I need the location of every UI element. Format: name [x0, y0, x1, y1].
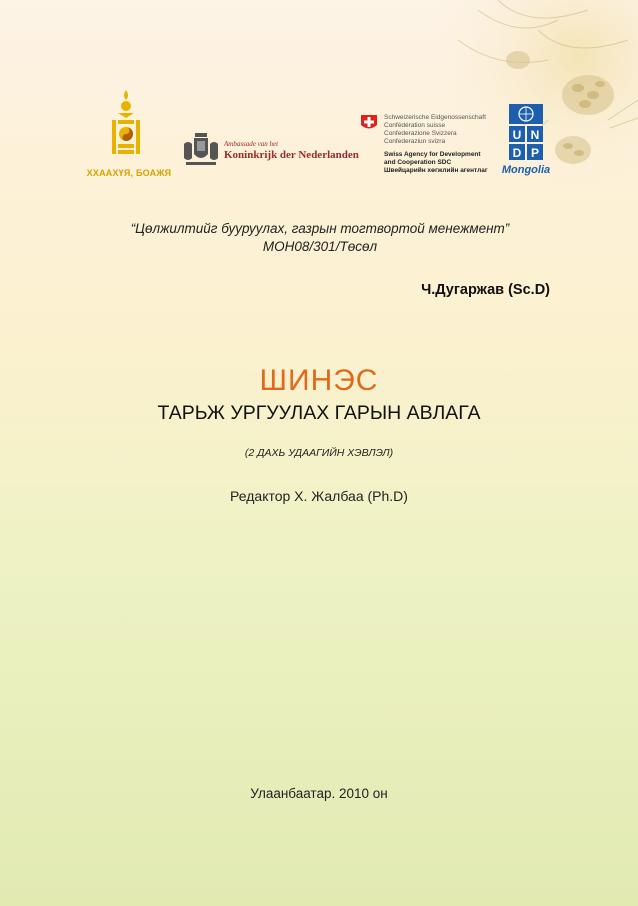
swiss-sdc-text	[384, 114, 504, 175]
undp-letter: P	[530, 146, 540, 160]
swiss-agency-mongolian: Швейцарийн хөгжлийн агентлаг	[384, 167, 488, 174]
swiss-flag-icon	[360, 114, 378, 132]
soyombo-emblem-icon	[108, 88, 144, 162]
undp-letter: U	[512, 128, 522, 142]
netherlands-embassy-small: Ambassade van het	[224, 140, 279, 148]
netherlands-coat-of-arms-icon	[180, 132, 222, 166]
swiss-line: Confederazione Svizzera	[384, 130, 457, 137]
book-title: ШИНЭС	[259, 364, 379, 397]
swiss-line: Confédération suisse	[384, 122, 446, 129]
swiss-agency-line: and Cooperation SDC	[384, 159, 452, 166]
project-code: МОН08/301/Төсөл	[262, 239, 378, 254]
mongolia-ministries-label: ХХААХҮЯ, БОАЖЯ	[86, 168, 172, 178]
project-title: “Цөлжилтийг бууруулах, газрын тогтвортой менежмент”	[130, 221, 510, 236]
swiss-line: Confederaziun svizra	[384, 138, 446, 145]
undp-mongolia-label: Mongolia	[501, 164, 551, 176]
place-and-year: Улаанбаатар. 2010 он	[250, 786, 388, 801]
undp-letter: D	[512, 146, 522, 160]
author-name: Ч.Дугаржав (Sc.D)	[421, 282, 550, 298]
book-subtitle: ТАРЬЖ УРГУУЛАХ ГАРЫН АВЛАГА	[157, 402, 481, 424]
undp-letter: N	[530, 128, 540, 142]
edition-note: (2 ДАХЬ УДААГИЙН ХЭВЛЭЛ)	[244, 447, 394, 459]
netherlands-embassy-big: Koninkrijk der Nederlanden	[224, 149, 359, 161]
swiss-line: Schweizerische Eidgenossenschaft	[384, 114, 486, 121]
netherlands-embassy-name	[224, 140, 364, 161]
swiss-agency-line: Swiss Agency for Development	[384, 151, 481, 158]
editor-name: Редактор Х. Жалбаа (Ph.D)	[230, 488, 408, 504]
